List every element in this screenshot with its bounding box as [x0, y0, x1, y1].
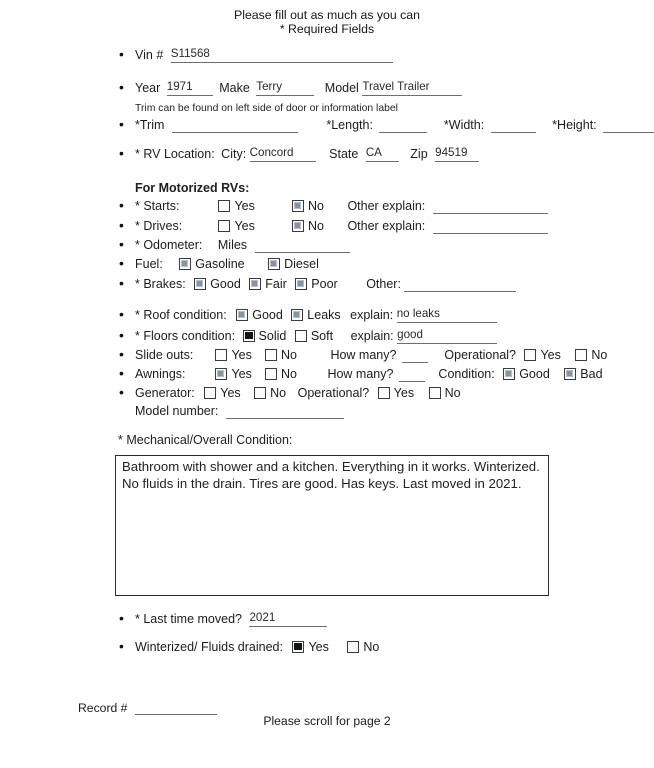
winterized-yes-label: Yes: [308, 640, 329, 654]
fuel-label: Fuel:: [135, 257, 163, 271]
brakes-fair-label: Fair: [265, 277, 287, 291]
awnings-yes-label: Yes: [231, 367, 252, 381]
trim-field[interactable]: [172, 117, 298, 133]
length-field[interactable]: [379, 117, 427, 133]
model-number-row: [135, 403, 344, 420]
roof-explain-field[interactable]: no leaks: [397, 307, 497, 323]
starts-no-label: No: [307, 199, 324, 213]
record-number-row: [78, 699, 217, 715]
winterized-label: Winterized/ Fluids drained:: [135, 640, 283, 654]
drives-label: * Drives:: [135, 219, 183, 233]
generator-op-yes-checkbox[interactable]: [378, 387, 390, 399]
model-label: Model: [324, 81, 359, 95]
slideouts-op-yes-label: Yes: [540, 348, 561, 362]
record-number-field[interactable]: [135, 699, 217, 715]
fuel-diesel-label: Diesel: [284, 257, 319, 271]
floors-soft-label: Soft: [310, 329, 334, 343]
starts-other-field[interactable]: [433, 198, 548, 214]
winterized-row: [117, 639, 379, 656]
width-label: *Width:: [443, 118, 485, 132]
form-instructions: Please fill out as much as you can: [234, 8, 420, 22]
slideouts-op-no-label: No: [591, 348, 608, 362]
rv-location-label: * RV Location:: [135, 147, 215, 161]
starts-no-checkbox[interactable]: [292, 200, 304, 212]
slideouts-no-checkbox[interactable]: [265, 349, 277, 361]
last-moved-row: [117, 611, 327, 628]
vin-field[interactable]: S11568: [171, 47, 393, 63]
awnings-row: [117, 366, 603, 383]
slideouts-op-no-checkbox[interactable]: [575, 349, 587, 361]
roof-good-label: Good: [252, 308, 283, 322]
slideouts-row: [117, 347, 607, 364]
brakes-good-checkbox[interactable]: [194, 278, 206, 290]
last-moved-label: * Last time moved?: [135, 612, 242, 626]
roof-condition-row: [117, 307, 497, 324]
last-moved-field[interactable]: 2021: [249, 611, 327, 627]
vin-row: [117, 47, 393, 64]
winterized-yes-checkbox[interactable]: [292, 641, 304, 653]
awnings-no-label: No: [280, 367, 297, 381]
mechanical-condition-textbox[interactable]: Bathroom with shower and a kitchen. Everything in it works. Winterized. No fluids in the drain. Tires are good. Has keys. Last moved in 2021.: [115, 455, 549, 596]
starts-yes-checkbox[interactable]: [218, 200, 230, 212]
awnings-no-checkbox[interactable]: [265, 368, 277, 380]
slideouts-howmany-label: How many?: [330, 348, 397, 362]
motorized-section-heading: For Motorized RVs:: [135, 181, 250, 195]
floors-solid-checkbox[interactable]: [243, 330, 255, 342]
vin-label: Vin #: [135, 48, 164, 62]
roof-good-checkbox[interactable]: [236, 309, 248, 321]
slideouts-howmany-field[interactable]: [402, 347, 428, 363]
awnings-yes-checkbox[interactable]: [215, 368, 227, 380]
trim-label: *Trim: [135, 118, 165, 132]
required-fields-note: * Required Fields: [279, 22, 375, 36]
height-label: *Height:: [552, 118, 597, 132]
zip-field[interactable]: 94519: [435, 146, 479, 162]
zip-label: Zip: [410, 147, 428, 161]
fuel-gasoline-checkbox[interactable]: [179, 258, 191, 270]
slideouts-yes-label: Yes: [231, 348, 252, 362]
floors-explain-label: explain:: [350, 329, 394, 343]
brakes-label: * Brakes:: [135, 277, 186, 291]
winterized-no-label: No: [363, 640, 380, 654]
generator-op-yes-label: Yes: [393, 386, 415, 400]
brakes-other-field[interactable]: [404, 276, 516, 292]
drives-no-label: No: [307, 219, 324, 233]
trim-dimensions-row: [117, 117, 654, 134]
awnings-good-label: Good: [519, 367, 550, 381]
trim-location-note: Trim can be found on left side of door or information label: [135, 103, 398, 114]
generator-op-no-label: No: [444, 386, 461, 400]
city-label: City:: [221, 147, 247, 161]
floors-solid-label: Solid: [258, 329, 287, 343]
make-label: Make: [219, 81, 250, 95]
generator-yes-label: Yes: [220, 386, 241, 400]
brakes-fair-checkbox[interactable]: [249, 278, 261, 290]
slideouts-op-yes-checkbox[interactable]: [524, 349, 536, 361]
slideouts-yes-checkbox[interactable]: [215, 349, 227, 361]
roof-condition-label: * Roof condition:: [135, 308, 227, 322]
starts-row: [117, 198, 548, 215]
awnings-condition-label: Condition:: [438, 367, 495, 381]
drives-row: [117, 218, 548, 235]
brakes-poor-checkbox[interactable]: [295, 278, 307, 290]
fuel-row: [117, 256, 319, 273]
starts-label: * Starts:: [135, 199, 180, 213]
drives-yes-label: Yes: [234, 219, 255, 233]
slideouts-operational-label: Operational?: [444, 348, 516, 362]
drives-other-field[interactable]: [433, 218, 548, 234]
floors-condition-label: * Floors condition:: [135, 329, 236, 343]
awnings-howmany-field[interactable]: [399, 366, 425, 382]
floors-condition-row: [117, 328, 497, 345]
generator-yes-checkbox[interactable]: [204, 387, 216, 399]
roof-leaks-checkbox[interactable]: [291, 309, 303, 321]
rv-location-row: [117, 146, 479, 163]
height-field[interactable]: [603, 117, 654, 133]
generator-row: [117, 385, 461, 402]
brakes-other-label: Other:: [366, 277, 401, 291]
roof-leaks-label: Leaks: [307, 308, 341, 322]
fuel-diesel-checkbox[interactable]: [268, 258, 280, 270]
model-field[interactable]: Travel Trailer: [362, 80, 462, 96]
awnings-howmany-label: How many?: [327, 367, 394, 381]
generator-label: Generator:: [135, 386, 195, 400]
generator-op-no-checkbox[interactable]: [429, 387, 441, 399]
width-field[interactable]: [491, 117, 536, 133]
slideouts-no-label: No: [280, 348, 297, 362]
floors-soft-checkbox[interactable]: [295, 330, 307, 342]
model-number-label: Model number:: [135, 404, 219, 418]
awnings-label: Awnings:: [135, 367, 186, 381]
drives-no-checkbox[interactable]: [292, 220, 304, 232]
brakes-poor-label: Poor: [311, 277, 338, 291]
generator-operational-label: Operational?: [297, 386, 370, 400]
city-field[interactable]: Concord: [250, 146, 316, 162]
roof-explain-label: explain:: [350, 308, 394, 322]
winterized-no-checkbox[interactable]: [347, 641, 359, 653]
starts-yes-label: Yes: [234, 199, 255, 213]
odometer-row: [117, 237, 350, 254]
odometer-field[interactable]: [255, 237, 350, 253]
brakes-good-label: Good: [210, 277, 241, 291]
mechanical-condition-label: * Mechanical/Overall Condition:: [118, 433, 293, 447]
drives-yes-checkbox[interactable]: [218, 220, 230, 232]
slideouts-label: Slide outs:: [135, 348, 194, 362]
awnings-bad-checkbox[interactable]: [564, 368, 576, 380]
floors-explain-field[interactable]: good: [397, 328, 497, 344]
fuel-gasoline-label: Gasoline: [195, 257, 245, 271]
awnings-bad-label: Bad: [580, 367, 603, 381]
year-field[interactable]: 1971: [167, 80, 213, 96]
generator-no-label: No: [270, 386, 287, 400]
year-label: Year: [135, 81, 161, 95]
model-number-field[interactable]: [226, 403, 344, 419]
generator-no-checkbox[interactable]: [254, 387, 266, 399]
year-make-model-row: [117, 80, 462, 97]
record-number-label: Record #: [78, 701, 128, 715]
state-label: State: [329, 147, 359, 161]
state-field[interactable]: CA: [366, 146, 399, 162]
odometer-label: * Odometer:: [135, 238, 203, 252]
make-field[interactable]: Terry: [256, 80, 314, 96]
length-label: *Length:: [326, 118, 373, 132]
scroll-note: Please scroll for page 2: [263, 714, 391, 728]
drives-other-label: Other explain:: [347, 219, 426, 233]
brakes-row: [117, 276, 516, 293]
starts-other-label: Other explain:: [347, 199, 426, 213]
miles-label: Miles: [217, 238, 248, 252]
awnings-good-checkbox[interactable]: [503, 368, 515, 380]
